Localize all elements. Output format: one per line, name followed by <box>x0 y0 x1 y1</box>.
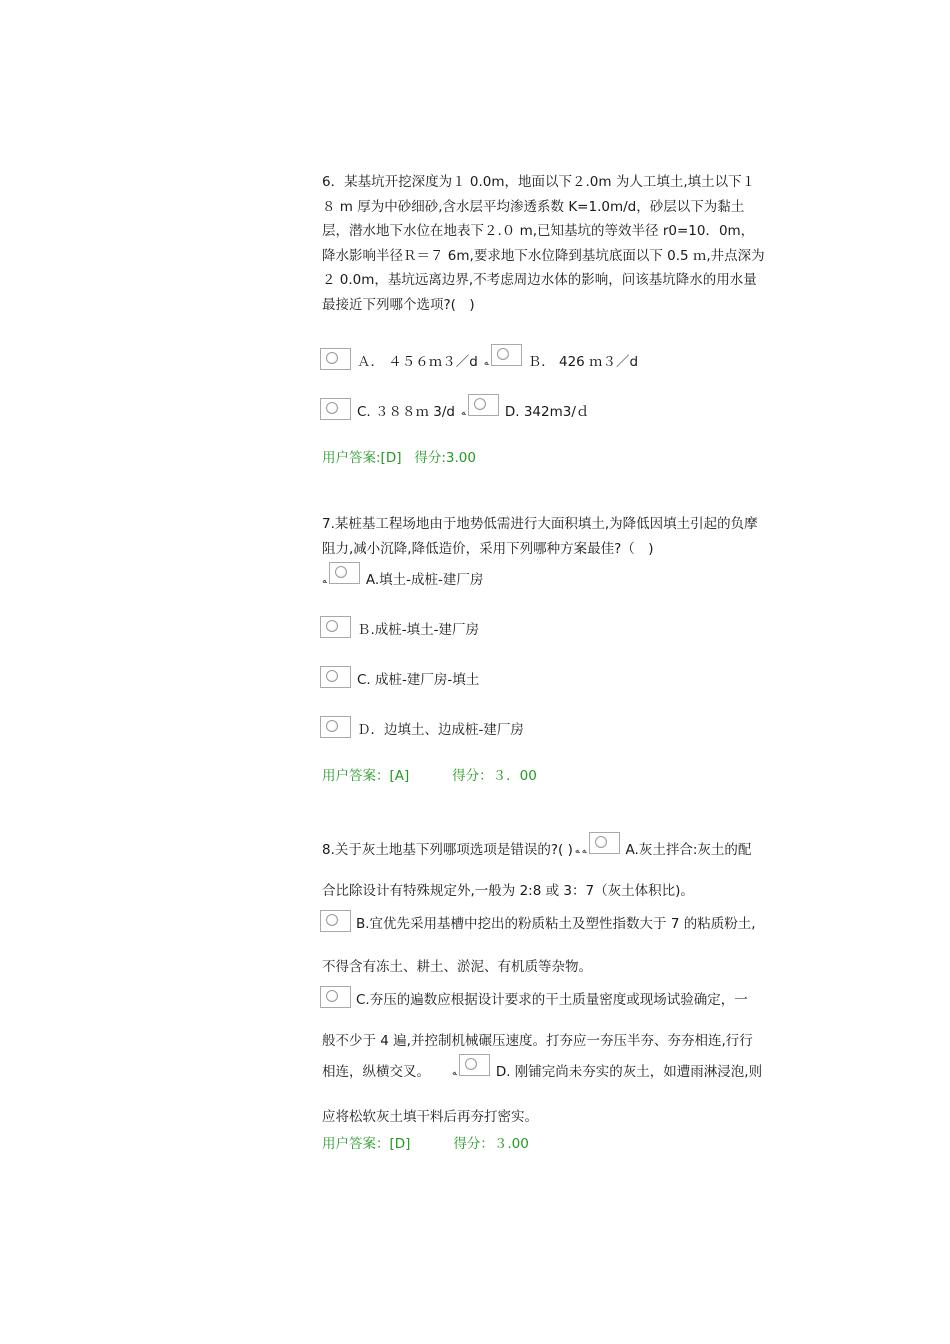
question-6-line-6: 最接近下列哪个选项?( ) <box>322 296 475 313</box>
question-6-option-b-label: Ｂ． 426 ｍ３／d <box>527 354 639 370</box>
question-7-answer: 用户答案：[A] 得分：３．00 <box>322 768 537 784</box>
question-6-line-4: 降水影响半径Ｒ＝７ 6m,要求地下水位降到基坑底面以下 0.5 ｍ,井点深为 <box>322 247 765 264</box>
question-6-text <box>322 170 790 318</box>
question-6-option-d-radio[interactable] <box>468 394 499 416</box>
question-8-stem: 8.关于灰土地基下列哪项选项是错误的?( ) <box>322 842 573 858</box>
question-6-option-a-label: Ａ． ４５６ｍ３／d <box>357 354 478 370</box>
question-7-line-1: 7.某桩基工程场地由于地势低需进行大面积填土,为降低因填土引起的负摩 <box>322 516 758 532</box>
question-8-stem-row <box>322 832 755 858</box>
question-8-option-a-label: A.灰土拌合:灰土的配 <box>625 842 752 858</box>
question-6-line-2: ８ m 厚为中砂细砂,含水层平均渗透系数 K=1.0m/d，砂层以下为黏土 <box>322 198 745 215</box>
marker-glyph: ﻪ <box>461 408 466 418</box>
question-6-option-b-radio[interactable] <box>491 344 522 366</box>
question-6-options-cd <box>320 394 593 420</box>
question-8-option-c-row <box>320 982 752 1008</box>
question-6-answer: 用户答案:[D] 得分:3.00 <box>322 450 476 466</box>
question-8-option-b-label: B.宜优先采用基槽中挖出的粉质粘土及塑性指数大于 7 的粘质粉土, <box>356 916 756 932</box>
question-7-option-b-row <box>320 612 483 638</box>
question-8-option-c-end: 相连，纵横交叉。 <box>322 1064 430 1080</box>
question-7-option-c-row <box>320 662 483 688</box>
question-8-option-a-radio[interactable] <box>589 832 620 854</box>
question-8-option-a-continued: 合比除设计有特殊规定外,一般为 2:8 或 3：7（灰土体积比)。 <box>322 883 694 899</box>
marker-glyph: ﻪ <box>483 358 489 368</box>
question-7-option-c-radio[interactable] <box>320 666 351 688</box>
marker-glyph: ﻪ <box>574 846 580 856</box>
question-6-line-1: 6．某基坑开挖深度为１ 0.0m，地面以下２.0m 为人工填土,填土以下１ <box>322 174 756 190</box>
marker-glyph: ﻪ <box>581 846 587 856</box>
question-8-answer: 用户答案：[D] 得分：３.00 <box>322 1136 529 1152</box>
question-8-option-b-row <box>320 906 760 932</box>
question-8-option-c-radio[interactable] <box>320 986 351 1008</box>
question-8-option-d-continued: 应将松软灰土填干料后再夯打密实。 <box>322 1109 538 1125</box>
question-7-option-d-row <box>320 712 528 738</box>
question-8-option-c-continued: 般不少于 4 遍,并控制机械碾压速度。打夯应一夯压半夯、夯夯相连,行行 <box>322 1033 753 1049</box>
question-7-option-a-radio[interactable] <box>329 562 360 584</box>
question-8-option-b-continued: 不得含有冻土、耕土、淤泥、有机质等杂物。 <box>322 959 592 975</box>
question-6-option-a-radio[interactable] <box>320 348 351 370</box>
question-6-option-c-radio[interactable] <box>320 398 351 420</box>
question-8-option-d-label: D. 刚铺完尚未夯实的灰土，如遭雨淋浸泡,则 <box>495 1064 763 1080</box>
question-7-line-2: 阻力,减小沉降,降低造价，采用下列哪种方案最佳?（ ) <box>322 540 654 557</box>
question-8-option-c-label: C.夯压的遍数应根据设计要求的干土质量密度或现场试验确定，一 <box>356 992 748 1008</box>
question-6-option-d-label: D. 342m3/ｄ <box>504 404 590 420</box>
marker-glyph: ﻪ <box>452 1068 457 1078</box>
question-7-option-a-label: A.填土-成桩-建厂房 <box>365 572 484 588</box>
question-7-option-d-label: Ｄ．边填土、边成桩-建厂房 <box>357 722 524 738</box>
question-7-option-c-label: C. 成桩-建厂房-填土 <box>357 672 480 688</box>
marker-glyph: ﻪ <box>322 576 327 586</box>
question-8-option-d-row <box>322 1054 766 1080</box>
question-7-option-b-radio[interactable] <box>320 616 351 638</box>
question-6-line-5: ２ 0.0m，基坑远离边界,不考虑周边水体的影响，问该基坑降水的用水量 <box>322 272 757 289</box>
question-6-options-ab <box>320 344 642 370</box>
question-7-option-a-row <box>320 562 487 588</box>
question-6-line-3: 层，潜水地下水位在地表下２.０ m,已知基坑的等效半径 r0=10．0m， <box>322 223 755 240</box>
question-8-option-d-radio[interactable] <box>459 1054 490 1076</box>
question-6-option-c-label: C. ３８８ｍ 3/d <box>357 404 456 420</box>
question-7-option-b-label: Ｂ.成桩-填土-建厂房 <box>357 622 480 638</box>
question-7-text <box>322 512 790 561</box>
question-8-option-b-radio[interactable] <box>320 910 351 932</box>
question-7-option-d-radio[interactable] <box>320 716 351 738</box>
